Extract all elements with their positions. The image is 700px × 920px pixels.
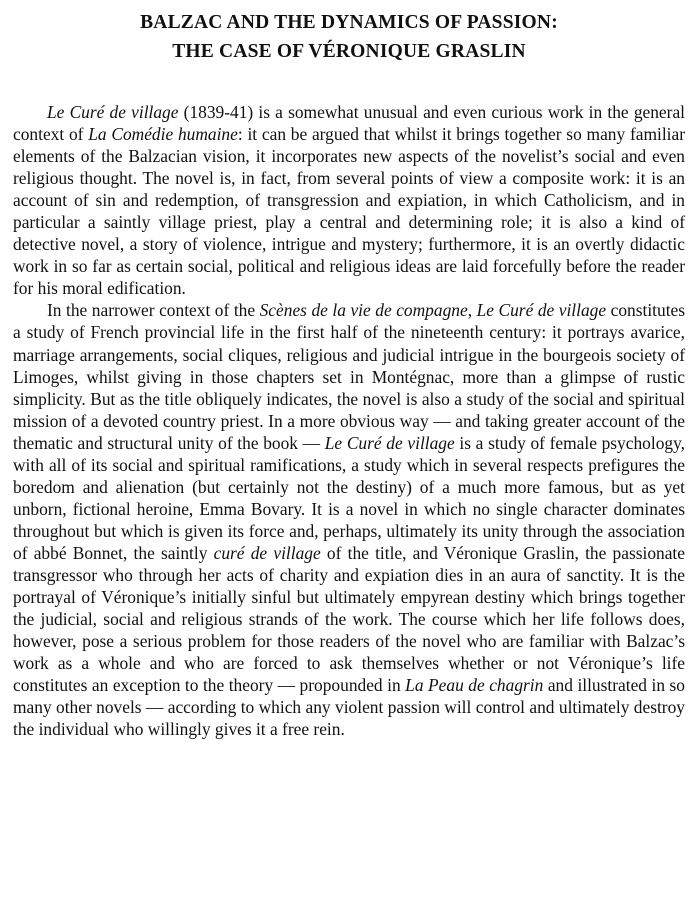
text-run: and illustrated in so many other novels — according to which any violent passion will control and ultimately destroy the individual who willingly gives it a free rein. xyxy=(13,675,685,740)
text-run: In the narrower context of the xyxy=(47,300,260,321)
chapter-title-line-2: THE CASE OF VÉRONIQUE GRASLIN xyxy=(172,41,526,62)
book-title-italic: Le Curé de village xyxy=(476,300,607,321)
text-run: is a study of female psychology, with all of its social and spiritual ramifications, a study which in several respects prefigures the boredom and alienation (but certainly not the destiny) of a much more famous, but as yet unborn, fictional heroine, Emma Bovary. It is a novel in which no single character dominates throughout but which is given its force and, perhaps, ultimately its unity through the association of abbé Bonnet, the saintly xyxy=(13,432,686,563)
book-title-italic: La Peau de chagrin xyxy=(405,675,544,696)
book-title-italic: Scènes de la vie de compagne xyxy=(259,300,468,321)
paragraph-1 xyxy=(13,101,685,299)
text-run: (1839-41) is a somewhat unusual and even curious work in the general context of xyxy=(13,102,685,145)
chapter-title-line-1: BALZAC AND THE DYNAMICS OF PASSION: xyxy=(140,12,558,33)
chapter-title xyxy=(13,8,685,66)
book-title-italic: Le Curé de village xyxy=(324,432,455,453)
paragraph-2 xyxy=(13,299,685,740)
text-run: constitutes a study of French provincial life in the first half of the nineteenth century: it portrays avarice, marriage arrangements, social cliques, religious and judicial intrigue in the bourgeois society of Limoges, whilst giving in those chapters set in Montégnac, more than a glimpse of rustic simplicity. But as the title obliquely indicates, the novel is also a study of the social and spiritual mission of a devoted country priest. In a more obvious way — and taking greater account of the thematic and structural unity of the book — xyxy=(13,300,686,453)
book-title-italic: La Comédie humaine xyxy=(88,124,238,145)
text-run: of the title, and Véronique Graslin, the passionate transgressor who through her acts of charity and expiation dies in an aura of sanctity. It is the portrayal of Véronique’s initially sinful but ultimately empyrean destiny which brings together the judicial, social and religious strands of the work. The course which her life follows does, however, pose a serious problem for those readers of the novel who are familiar with Balzac’s work as a whole and who are forced to ask themselves whether or not Véronique’s life constitutes an exception to the theory — propounded in xyxy=(13,542,685,696)
body-text xyxy=(13,101,685,740)
page xyxy=(13,8,685,740)
text-run: : it can be argued that whilst it brings together so many familiar elements of the Balzacian vision, it incorporates new aspects of the novelist’s social and even religious thought. The novel is, in fact, from several points of view a composite work: it is an account of sin and redemption, of transgression and expiation, in which Catholicism, and in particular a saintly village priest, play a central and determining role; it is also a kind of detective novel, a story of violence, intrigue and mystery; furthermore, it is an overtly didactic work in so far as certain social, political and religious ideas are laid forcefully before the reader for his moral edification. xyxy=(13,124,685,299)
italic-phrase: curé de village xyxy=(213,542,321,563)
text-run: , xyxy=(467,300,477,321)
book-title-italic: Le Curé de village xyxy=(47,102,179,122)
